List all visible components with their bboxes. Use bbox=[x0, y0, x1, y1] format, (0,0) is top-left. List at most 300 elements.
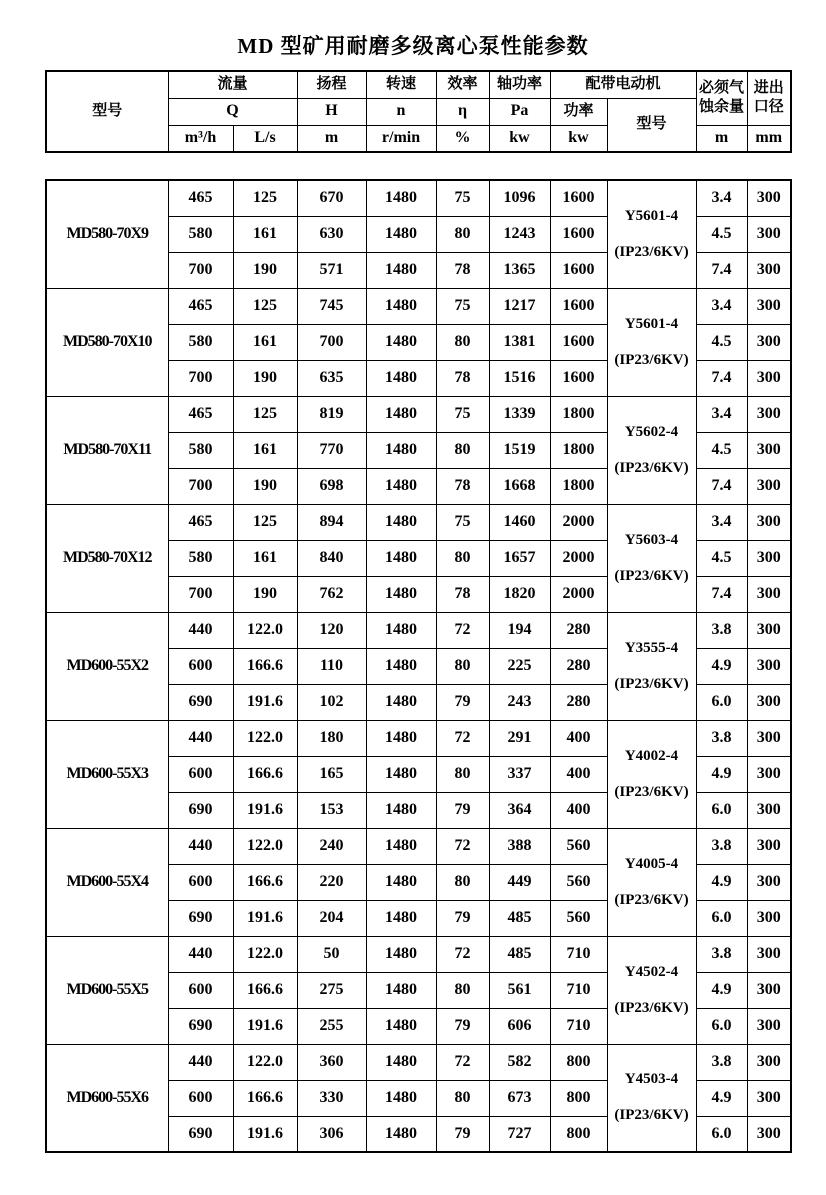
diameter-label-line2: 口径 bbox=[753, 99, 784, 116]
cell-motor-power: 280 bbox=[550, 684, 607, 720]
cell-efficiency: 72 bbox=[436, 612, 489, 648]
cell-efficiency: 80 bbox=[436, 216, 489, 252]
motor-spec-line: (IP23/6KV) bbox=[614, 999, 689, 1016]
cell-diameter: 300 bbox=[747, 720, 791, 756]
cell-head: 275 bbox=[297, 972, 366, 1008]
cell-npsh: 4.9 bbox=[696, 756, 747, 792]
cell-head: 220 bbox=[297, 864, 366, 900]
cell-efficiency: 80 bbox=[436, 756, 489, 792]
cell-efficiency: 78 bbox=[436, 252, 489, 288]
cell-speed: 1480 bbox=[366, 972, 436, 1008]
cell-efficiency: 72 bbox=[436, 936, 489, 972]
motor-model-cell bbox=[607, 288, 696, 396]
cell-shaft-power: 673 bbox=[489, 1080, 550, 1116]
cell-q-m3h: 465 bbox=[168, 396, 233, 432]
cell-diameter: 300 bbox=[747, 936, 791, 972]
cell-q-m3h: 440 bbox=[168, 1044, 233, 1080]
cell-efficiency: 72 bbox=[436, 720, 489, 756]
cell-motor-power: 800 bbox=[550, 1080, 607, 1116]
header-row-1 bbox=[46, 71, 791, 98]
cell-efficiency: 75 bbox=[436, 396, 489, 432]
col-header-flow: 流量 bbox=[168, 71, 297, 98]
cell-q-m3h: 700 bbox=[168, 360, 233, 396]
cell-npsh: 3.4 bbox=[696, 288, 747, 324]
cell-q-ls: 166.6 bbox=[233, 972, 297, 1008]
cell-npsh: 3.4 bbox=[696, 180, 747, 216]
cell-motor-power: 710 bbox=[550, 1008, 607, 1044]
flow-unit-ls: L/s bbox=[233, 125, 297, 152]
cell-q-ls: 122.0 bbox=[233, 1044, 297, 1080]
col-header-head: 扬程 bbox=[297, 71, 366, 98]
cell-q-ls: 166.6 bbox=[233, 756, 297, 792]
cell-q-ls: 125 bbox=[233, 396, 297, 432]
diameter-label-line1: 进出 bbox=[753, 80, 784, 97]
cell-head: 240 bbox=[297, 828, 366, 864]
cell-diameter: 300 bbox=[747, 828, 791, 864]
motor-model-cell bbox=[607, 828, 696, 936]
cell-shaft-power: 485 bbox=[489, 936, 550, 972]
col-header-diameter bbox=[747, 71, 791, 125]
efficiency-unit: % bbox=[436, 125, 489, 152]
motor-spec-line: (IP23/6KV) bbox=[614, 675, 689, 692]
cell-head: 110 bbox=[297, 648, 366, 684]
cell-speed: 1480 bbox=[366, 1008, 436, 1044]
cell-efficiency: 75 bbox=[436, 180, 489, 216]
cell-q-ls: 161 bbox=[233, 324, 297, 360]
cell-npsh: 4.9 bbox=[696, 648, 747, 684]
motor-model-cell bbox=[607, 720, 696, 828]
cell-shaft-power: 1460 bbox=[489, 504, 550, 540]
cell-diameter: 300 bbox=[747, 1044, 791, 1080]
cell-motor-power: 800 bbox=[550, 1044, 607, 1080]
cell-speed: 1480 bbox=[366, 540, 436, 576]
cell-diameter: 300 bbox=[747, 216, 791, 252]
col-header-speed: 转速 bbox=[366, 71, 436, 98]
cell-q-ls: 166.6 bbox=[233, 648, 297, 684]
motor-model-line: Y4503-4 bbox=[624, 1071, 679, 1088]
cell-head: 762 bbox=[297, 576, 366, 612]
cell-efficiency: 78 bbox=[436, 360, 489, 396]
cell-motor-power: 1600 bbox=[550, 180, 607, 216]
cell-head: 153 bbox=[297, 792, 366, 828]
cell-diameter: 300 bbox=[747, 504, 791, 540]
table-row bbox=[46, 720, 791, 756]
model-cell: MD600-55X3 bbox=[46, 720, 168, 828]
cell-q-m3h: 465 bbox=[168, 180, 233, 216]
cell-motor-power: 710 bbox=[550, 972, 607, 1008]
cell-motor-power: 2000 bbox=[550, 504, 607, 540]
cell-motor-power: 1600 bbox=[550, 324, 607, 360]
cell-q-m3h: 440 bbox=[168, 720, 233, 756]
cell-motor-power: 560 bbox=[550, 828, 607, 864]
cell-speed: 1480 bbox=[366, 900, 436, 936]
speed-unit: r/min bbox=[366, 125, 436, 152]
motor-spec-line: (IP23/6KV) bbox=[614, 783, 689, 800]
cell-diameter: 300 bbox=[747, 612, 791, 648]
cell-shaft-power: 1820 bbox=[489, 576, 550, 612]
cell-head: 840 bbox=[297, 540, 366, 576]
motor-model-cell bbox=[607, 504, 696, 612]
cell-diameter: 300 bbox=[747, 792, 791, 828]
cell-npsh: 4.5 bbox=[696, 216, 747, 252]
cell-q-ls: 125 bbox=[233, 180, 297, 216]
cell-efficiency: 79 bbox=[436, 792, 489, 828]
motor-spec-line: (IP23/6KV) bbox=[614, 1107, 689, 1124]
cell-speed: 1480 bbox=[366, 864, 436, 900]
cell-q-m3h: 600 bbox=[168, 972, 233, 1008]
cell-diameter: 300 bbox=[747, 432, 791, 468]
cell-efficiency: 79 bbox=[436, 684, 489, 720]
cell-head: 819 bbox=[297, 396, 366, 432]
col-header-npsh bbox=[696, 71, 747, 125]
cell-speed: 1480 bbox=[366, 468, 436, 504]
cell-diameter: 300 bbox=[747, 756, 791, 792]
cell-shaft-power: 561 bbox=[489, 972, 550, 1008]
performance-table bbox=[45, 179, 792, 1153]
model-cell: MD600-55X4 bbox=[46, 828, 168, 936]
cell-q-m3h: 440 bbox=[168, 828, 233, 864]
cell-speed: 1480 bbox=[366, 756, 436, 792]
cell-shaft-power: 1668 bbox=[489, 468, 550, 504]
table-row bbox=[46, 1044, 791, 1080]
cell-efficiency: 79 bbox=[436, 900, 489, 936]
cell-motor-power: 1600 bbox=[550, 360, 607, 396]
cell-motor-power: 2000 bbox=[550, 540, 607, 576]
motor-model-line: Y4002-4 bbox=[624, 747, 679, 764]
motor-spec-line: (IP23/6KV) bbox=[614, 891, 689, 908]
cell-q-m3h: 690 bbox=[168, 1116, 233, 1152]
cell-efficiency: 80 bbox=[436, 648, 489, 684]
cell-shaft-power: 225 bbox=[489, 648, 550, 684]
cell-motor-power: 1800 bbox=[550, 432, 607, 468]
cell-q-m3h: 700 bbox=[168, 468, 233, 504]
flow-symbol: Q bbox=[168, 98, 297, 125]
col-header-shaft-power: 轴功率 bbox=[489, 71, 550, 98]
motor-model-cell bbox=[607, 936, 696, 1044]
cell-npsh: 4.9 bbox=[696, 972, 747, 1008]
cell-diameter: 300 bbox=[747, 684, 791, 720]
motor-model-line: Y5601-4 bbox=[624, 207, 679, 224]
cell-motor-power: 1800 bbox=[550, 396, 607, 432]
cell-head: 255 bbox=[297, 1008, 366, 1044]
cell-head: 770 bbox=[297, 432, 366, 468]
cell-diameter: 300 bbox=[747, 360, 791, 396]
cell-q-ls: 122.0 bbox=[233, 828, 297, 864]
cell-efficiency: 80 bbox=[436, 324, 489, 360]
cell-motor-power: 400 bbox=[550, 792, 607, 828]
table-row bbox=[46, 504, 791, 540]
motor-model-cell bbox=[607, 180, 696, 288]
cell-motor-power: 400 bbox=[550, 756, 607, 792]
cell-head: 165 bbox=[297, 756, 366, 792]
cell-speed: 1480 bbox=[366, 360, 436, 396]
cell-npsh: 4.9 bbox=[696, 1080, 747, 1116]
cell-diameter: 300 bbox=[747, 900, 791, 936]
cell-motor-power: 280 bbox=[550, 612, 607, 648]
cell-head: 204 bbox=[297, 900, 366, 936]
cell-motor-power: 560 bbox=[550, 900, 607, 936]
cell-npsh: 6.0 bbox=[696, 792, 747, 828]
cell-motor-power: 400 bbox=[550, 720, 607, 756]
cell-npsh: 3.8 bbox=[696, 936, 747, 972]
cell-diameter: 300 bbox=[747, 180, 791, 216]
cell-efficiency: 79 bbox=[436, 1008, 489, 1044]
cell-speed: 1480 bbox=[366, 216, 436, 252]
cell-q-ls: 125 bbox=[233, 504, 297, 540]
cell-speed: 1480 bbox=[366, 612, 436, 648]
motor-power-label: 功率 bbox=[550, 98, 607, 125]
motor-model-line: Y5602-4 bbox=[624, 423, 679, 440]
cell-speed: 1480 bbox=[366, 504, 436, 540]
cell-q-ls: 166.6 bbox=[233, 1080, 297, 1116]
cell-q-m3h: 600 bbox=[168, 864, 233, 900]
model-cell: MD600-55X6 bbox=[46, 1044, 168, 1152]
npsh-unit: m bbox=[696, 125, 747, 152]
cell-q-m3h: 690 bbox=[168, 792, 233, 828]
table-row bbox=[46, 936, 791, 972]
cell-npsh: 7.4 bbox=[696, 360, 747, 396]
cell-q-m3h: 580 bbox=[168, 432, 233, 468]
cell-shaft-power: 1381 bbox=[489, 324, 550, 360]
cell-diameter: 300 bbox=[747, 468, 791, 504]
cell-shaft-power: 337 bbox=[489, 756, 550, 792]
cell-head: 102 bbox=[297, 684, 366, 720]
cell-speed: 1480 bbox=[366, 1116, 436, 1152]
motor-model-line: Y4502-4 bbox=[624, 963, 679, 980]
cell-shaft-power: 243 bbox=[489, 684, 550, 720]
cell-shaft-power: 1339 bbox=[489, 396, 550, 432]
cell-head: 306 bbox=[297, 1116, 366, 1152]
model-cell: MD580-70X12 bbox=[46, 504, 168, 612]
cell-q-m3h: 600 bbox=[168, 1080, 233, 1116]
cell-shaft-power: 1365 bbox=[489, 252, 550, 288]
cell-efficiency: 80 bbox=[436, 864, 489, 900]
cell-shaft-power: 194 bbox=[489, 612, 550, 648]
cell-q-ls: 161 bbox=[233, 540, 297, 576]
cell-diameter: 300 bbox=[747, 324, 791, 360]
cell-efficiency: 72 bbox=[436, 828, 489, 864]
header-table bbox=[45, 70, 792, 153]
npsh-label-line1: 必须气 bbox=[698, 80, 744, 97]
cell-shaft-power: 582 bbox=[489, 1044, 550, 1080]
cell-q-m3h: 440 bbox=[168, 936, 233, 972]
motor-model-cell bbox=[607, 1044, 696, 1152]
cell-diameter: 300 bbox=[747, 1008, 791, 1044]
cell-speed: 1480 bbox=[366, 288, 436, 324]
cell-q-ls: 191.6 bbox=[233, 684, 297, 720]
shaft-power-unit: kw bbox=[489, 125, 550, 152]
cell-shaft-power: 1096 bbox=[489, 180, 550, 216]
cell-motor-power: 1600 bbox=[550, 216, 607, 252]
cell-motor-power: 1800 bbox=[550, 468, 607, 504]
cell-speed: 1480 bbox=[366, 720, 436, 756]
cell-motor-power: 1600 bbox=[550, 288, 607, 324]
npsh-label-line2: 蚀余量 bbox=[698, 99, 744, 116]
motor-model-line: Y3555-4 bbox=[624, 639, 679, 656]
cell-motor-power: 800 bbox=[550, 1116, 607, 1152]
cell-efficiency: 78 bbox=[436, 468, 489, 504]
cell-npsh: 6.0 bbox=[696, 1116, 747, 1152]
model-cell: MD600-55X2 bbox=[46, 612, 168, 720]
table-row bbox=[46, 612, 791, 648]
cell-speed: 1480 bbox=[366, 1080, 436, 1116]
motor-model-line: Y5601-4 bbox=[624, 315, 679, 332]
cell-speed: 1480 bbox=[366, 396, 436, 432]
motor-model-cell bbox=[607, 396, 696, 504]
cell-motor-power: 280 bbox=[550, 648, 607, 684]
cell-q-ls: 191.6 bbox=[233, 900, 297, 936]
cell-efficiency: 80 bbox=[436, 432, 489, 468]
cell-npsh: 4.5 bbox=[696, 540, 747, 576]
cell-q-ls: 191.6 bbox=[233, 1116, 297, 1152]
cell-speed: 1480 bbox=[366, 792, 436, 828]
cell-head: 745 bbox=[297, 288, 366, 324]
cell-q-ls: 161 bbox=[233, 216, 297, 252]
cell-npsh: 4.5 bbox=[696, 432, 747, 468]
cell-q-ls: 190 bbox=[233, 468, 297, 504]
cell-npsh: 4.9 bbox=[696, 864, 747, 900]
cell-head: 50 bbox=[297, 936, 366, 972]
cell-shaft-power: 388 bbox=[489, 828, 550, 864]
col-header-model: 型号 bbox=[46, 71, 168, 152]
cell-q-ls: 125 bbox=[233, 288, 297, 324]
diameter-unit: mm bbox=[747, 125, 791, 152]
cell-npsh: 3.8 bbox=[696, 720, 747, 756]
cell-npsh: 3.8 bbox=[696, 828, 747, 864]
cell-head: 330 bbox=[297, 1080, 366, 1116]
motor-model-cell bbox=[607, 612, 696, 720]
cell-q-ls: 122.0 bbox=[233, 612, 297, 648]
cell-speed: 1480 bbox=[366, 324, 436, 360]
flow-unit-m3h: m³/h bbox=[168, 125, 233, 152]
motor-power-unit: kw bbox=[550, 125, 607, 152]
cell-diameter: 300 bbox=[747, 1080, 791, 1116]
cell-motor-power: 2000 bbox=[550, 576, 607, 612]
cell-motor-power: 560 bbox=[550, 864, 607, 900]
cell-npsh: 3.4 bbox=[696, 396, 747, 432]
cell-shaft-power: 727 bbox=[489, 1116, 550, 1152]
cell-efficiency: 72 bbox=[436, 1044, 489, 1080]
motor-model-label: 型号 bbox=[607, 98, 696, 152]
cell-diameter: 300 bbox=[747, 648, 791, 684]
cell-q-ls: 166.6 bbox=[233, 864, 297, 900]
cell-npsh: 6.0 bbox=[696, 900, 747, 936]
cell-q-m3h: 580 bbox=[168, 540, 233, 576]
cell-motor-power: 710 bbox=[550, 936, 607, 972]
model-cell: MD580-70X10 bbox=[46, 288, 168, 396]
cell-q-ls: 161 bbox=[233, 432, 297, 468]
model-cell: MD580-70X9 bbox=[46, 180, 168, 288]
cell-diameter: 300 bbox=[747, 1116, 791, 1152]
cell-speed: 1480 bbox=[366, 252, 436, 288]
cell-npsh: 3.4 bbox=[696, 504, 747, 540]
cell-q-ls: 191.6 bbox=[233, 1008, 297, 1044]
table-row bbox=[46, 180, 791, 216]
cell-diameter: 300 bbox=[747, 288, 791, 324]
cell-q-ls: 190 bbox=[233, 252, 297, 288]
cell-q-m3h: 580 bbox=[168, 324, 233, 360]
cell-shaft-power: 606 bbox=[489, 1008, 550, 1044]
cell-q-m3h: 700 bbox=[168, 252, 233, 288]
motor-model-line: Y4005-4 bbox=[624, 855, 679, 872]
cell-head: 700 bbox=[297, 324, 366, 360]
cell-shaft-power: 291 bbox=[489, 720, 550, 756]
cell-q-m3h: 690 bbox=[168, 900, 233, 936]
cell-speed: 1480 bbox=[366, 1044, 436, 1080]
cell-q-m3h: 440 bbox=[168, 612, 233, 648]
table-row bbox=[46, 828, 791, 864]
motor-spec-line: (IP23/6KV) bbox=[614, 351, 689, 368]
motor-model-line: Y5603-4 bbox=[624, 531, 679, 548]
cell-head: 360 bbox=[297, 1044, 366, 1080]
speed-symbol: n bbox=[366, 98, 436, 125]
cell-speed: 1480 bbox=[366, 180, 436, 216]
cell-shaft-power: 485 bbox=[489, 900, 550, 936]
cell-diameter: 300 bbox=[747, 540, 791, 576]
cell-shaft-power: 1243 bbox=[489, 216, 550, 252]
motor-spec-line: (IP23/6KV) bbox=[614, 243, 689, 260]
cell-q-m3h: 465 bbox=[168, 288, 233, 324]
cell-q-ls: 122.0 bbox=[233, 936, 297, 972]
cell-q-m3h: 690 bbox=[168, 1008, 233, 1044]
cell-speed: 1480 bbox=[366, 648, 436, 684]
col-header-motor: 配带电动机 bbox=[550, 71, 696, 98]
cell-speed: 1480 bbox=[366, 684, 436, 720]
head-unit: m bbox=[297, 125, 366, 152]
cell-efficiency: 80 bbox=[436, 1080, 489, 1116]
motor-spec-line: (IP23/6KV) bbox=[614, 459, 689, 476]
cell-q-ls: 122.0 bbox=[233, 720, 297, 756]
cell-npsh: 4.5 bbox=[696, 324, 747, 360]
cell-diameter: 300 bbox=[747, 972, 791, 1008]
cell-efficiency: 80 bbox=[436, 540, 489, 576]
cell-diameter: 300 bbox=[747, 576, 791, 612]
cell-efficiency: 79 bbox=[436, 1116, 489, 1152]
cell-speed: 1480 bbox=[366, 828, 436, 864]
cell-npsh: 7.4 bbox=[696, 252, 747, 288]
cell-efficiency: 75 bbox=[436, 288, 489, 324]
cell-q-m3h: 465 bbox=[168, 504, 233, 540]
cell-shaft-power: 1516 bbox=[489, 360, 550, 396]
efficiency-symbol: η bbox=[436, 98, 489, 125]
model-cell: MD600-55X5 bbox=[46, 936, 168, 1044]
cell-q-ls: 190 bbox=[233, 576, 297, 612]
cell-q-ls: 191.6 bbox=[233, 792, 297, 828]
cell-npsh: 3.8 bbox=[696, 1044, 747, 1080]
cell-speed: 1480 bbox=[366, 936, 436, 972]
cell-npsh: 6.0 bbox=[696, 684, 747, 720]
cell-q-ls: 190 bbox=[233, 360, 297, 396]
cell-motor-power: 1600 bbox=[550, 252, 607, 288]
cell-q-m3h: 600 bbox=[168, 756, 233, 792]
cell-shaft-power: 1217 bbox=[489, 288, 550, 324]
table-row bbox=[46, 288, 791, 324]
cell-shaft-power: 449 bbox=[489, 864, 550, 900]
cell-speed: 1480 bbox=[366, 432, 436, 468]
cell-efficiency: 75 bbox=[436, 504, 489, 540]
cell-q-m3h: 600 bbox=[168, 648, 233, 684]
shaft-power-symbol: Pa bbox=[489, 98, 550, 125]
cell-efficiency: 80 bbox=[436, 972, 489, 1008]
cell-shaft-power: 1657 bbox=[489, 540, 550, 576]
cell-npsh: 7.4 bbox=[696, 468, 747, 504]
cell-head: 180 bbox=[297, 720, 366, 756]
cell-head: 120 bbox=[297, 612, 366, 648]
col-header-efficiency: 效率 bbox=[436, 71, 489, 98]
head-symbol: H bbox=[297, 98, 366, 125]
cell-head: 698 bbox=[297, 468, 366, 504]
cell-shaft-power: 364 bbox=[489, 792, 550, 828]
